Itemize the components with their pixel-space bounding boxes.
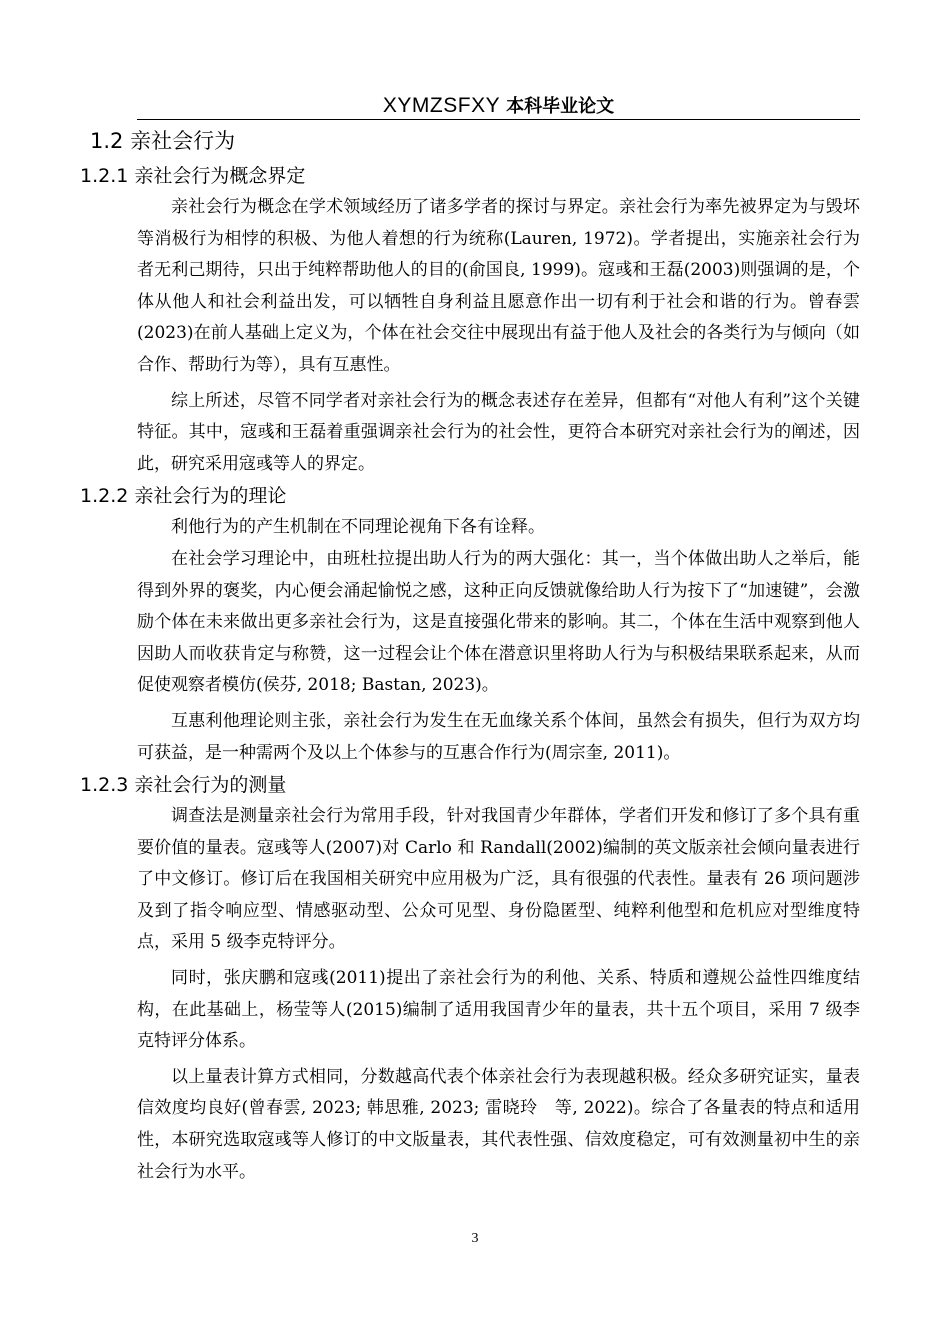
paragraph: 综上所述，尽管不同学者对亲社会行为的概念表述存在差异，但都有“对他人有利”这个关键特征。其中，寇彧和王磊着重强调亲社会行为的社会性，更符合本研究对亲社会行为的阐述，因此，研究采用寇彧等人的界定。 bbox=[137, 390, 860, 474]
paragraph: 互惠利他理论则主张，亲社会行为发生在无血缘关系个体间，虽然会有损失，但行为双方均可获益，是一种需两个及以上个体参与的互惠合作行为(周宗奎, 2011)。 bbox=[137, 710, 860, 763]
page-number: 3 bbox=[471, 1231, 479, 1246]
page-header bbox=[137, 91, 860, 120]
page-body bbox=[80, 124, 862, 1188]
header-label: 本科毕业论文 bbox=[506, 96, 615, 117]
subsection-heading-1-2-2: 1.2.2 亲社会行为的理论 bbox=[80, 485, 287, 508]
paragraph: 以上量表计算方式相同，分数越高代表个体亲社会行为表现越积极。经众多研究证实，量表信效度均良好(曾春雲, 2023; 韩思雅, 2023; 雷晓玲 等, 2022)。综合了各量表的特点和适用性，本研究选取寇彧等人修订的中文版量表，其代表性强、信效度稳定，可有效测量初中生的亲社会行为水平。 bbox=[137, 1066, 860, 1182]
section-heading: 1.2 亲社会行为 bbox=[90, 129, 236, 153]
subsection-heading-1-2-3: 1.2.3 亲社会行为的测量 bbox=[80, 774, 287, 797]
paragraph: 在社会学习理论中，由班杜拉提出助人行为的两大强化：其一，当个体做出助人之举后，能得到外界的褒奖，内心便会涌起愉悦之感，这种正向反馈就像给助人行为按下了“加速键”，会激励个体在未来做出更多亲社会行为，这是直接强化带来的影响。其二，个体在生活中观察到他人因助人而收获肯定与称赞，这一过程会让个体在潜意识里将助人行为与积极结果联系起来，从而促使观察者模仿(侯芬, 2018; Bastan, 2023)。 bbox=[137, 548, 860, 696]
paragraph: 同时，张庆鹏和寇彧(2011)提出了亲社会行为的利他、关系、特质和遵规公益性四维度结构，在此基础上，杨莹等人(2015)编制了适用我国青少年的量表，共十五个项目，采用 7 级李克特评分体系。 bbox=[137, 968, 860, 1052]
paragraph: 利他行为的产生机制在不同理论视角下各有诠释。 bbox=[171, 517, 545, 538]
header-code: XYMZSFXY bbox=[382, 94, 501, 117]
paragraph: 调查法是测量亲社会行为常用手段，针对我国青少年群体，学者们开发和修订了多个具有重要价值的量表。寇彧等人(2007)对 Carlo 和 Randall(2002)编制的英文版亲社会倾向量表进行了中文修订。修订后在我国相关研究中应用极为广泛，具有很强的代表性。量表有 26 项问题涉及到了指令响应型、情感驱动型、公众可见型、身份隐匿型、纯粹利他型和危机应对型维度特点，采用 5 级李克特评分。 bbox=[137, 806, 860, 953]
subsection-heading-1-2-1: 1.2.1 亲社会行为概念界定 bbox=[80, 165, 306, 187]
paragraph: 亲社会行为概念在学术领域经历了诸多学者的探讨与界定。亲社会行为率先被界定为与毁坏等消极行为相悖的积极、为他人着想的行为统称(Lauren, 1972)。学者提出，实施亲社会行为者无利己期待，只出于纯粹帮助他人的目的(俞国良, 1999)。寇彧和王磊(2003)则强调的是，个体从他人和社会利益出发，可以牺牲自身利益且愿意作出一切有利于社会和谐的行为。曾春雲(2023)在前人基础上定义为，个体在社会交往中展现出有益于他人及社会的各类行为与倾向（如合作、帮助行为等），具有互惠性。 bbox=[137, 197, 860, 375]
